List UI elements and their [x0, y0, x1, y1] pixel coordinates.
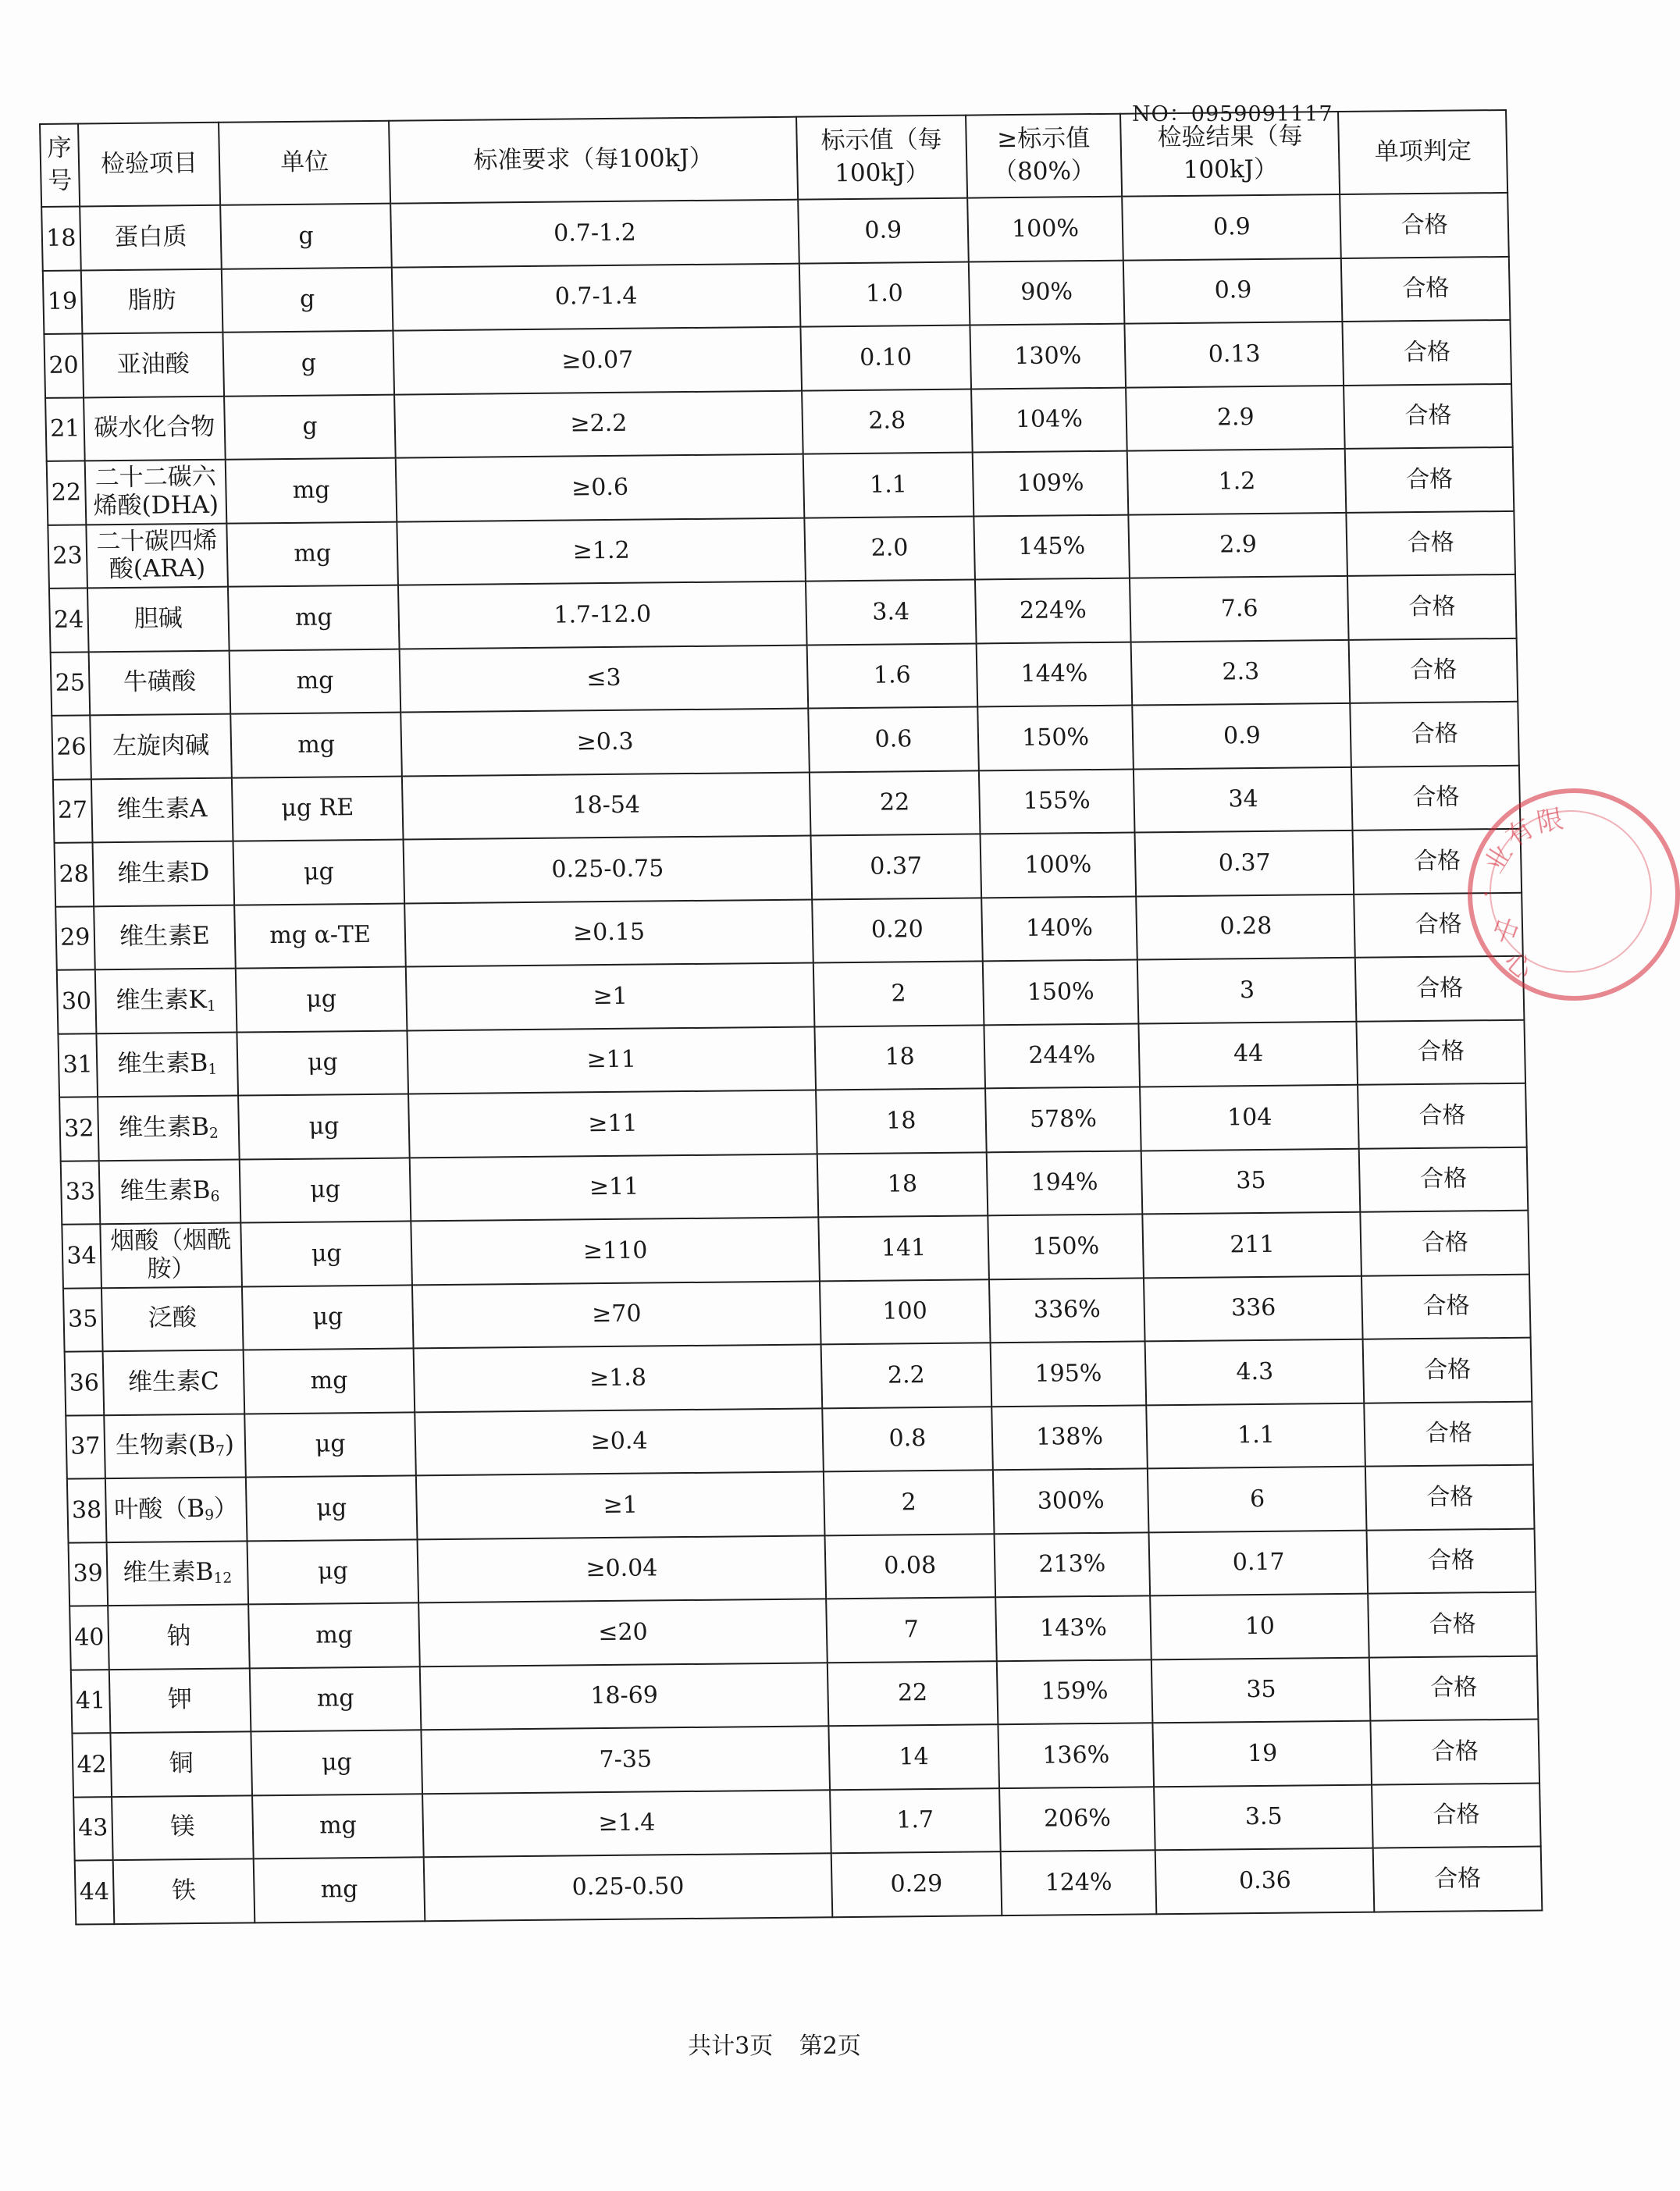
- row-number: 44: [75, 1860, 114, 1924]
- row-number: 25: [51, 652, 90, 716]
- header-no: 序号: [40, 124, 80, 207]
- row-unit: μg: [251, 1730, 422, 1795]
- row-item: 维生素C: [102, 1350, 244, 1414]
- row-standard: ≥1: [406, 962, 815, 1030]
- row-label-pct: 213%: [994, 1532, 1150, 1597]
- row-number: 31: [58, 1033, 97, 1097]
- table-row: [75, 1847, 1543, 1925]
- row-verdict: 合格: [1361, 1211, 1529, 1276]
- row-number: 27: [53, 779, 92, 843]
- row-number: 33: [61, 1161, 100, 1225]
- row-verdict: 合格: [1345, 447, 1514, 513]
- inspection-table-container: [39, 109, 1543, 1925]
- row-item: 铜: [110, 1731, 252, 1796]
- row-label-value: 0.29: [831, 1851, 1002, 1917]
- row-result: 4.3: [1145, 1339, 1365, 1405]
- current-page: 第2页: [799, 2033, 861, 2060]
- row-result: 3.5: [1154, 1784, 1373, 1850]
- row-label-value: 0.8: [822, 1407, 992, 1472]
- row-result: 35: [1151, 1657, 1371, 1723]
- row-number: 42: [72, 1733, 111, 1797]
- row-result: 34: [1134, 766, 1353, 832]
- row-label-value: 1.7: [830, 1788, 1000, 1854]
- row-label-value: 22: [828, 1661, 998, 1727]
- row-number: 36: [65, 1351, 104, 1415]
- row-label-pct: 144%: [976, 642, 1132, 706]
- row-result: 1.2: [1127, 449, 1347, 514]
- row-standard: 0.25-0.50: [424, 1853, 833, 1920]
- row-result: 0.36: [1155, 1848, 1375, 1914]
- row-number: 32: [59, 1097, 98, 1161]
- row-verdict: 合格: [1361, 1274, 1530, 1339]
- row-unit: mg α-TE: [234, 903, 405, 969]
- row-label-value: 18: [816, 1088, 986, 1154]
- row-unit: μg: [246, 1475, 417, 1541]
- row-verdict: 合格: [1365, 1465, 1534, 1531]
- row-verdict: 合格: [1351, 765, 1520, 831]
- row-label-pct: 159%: [997, 1659, 1153, 1724]
- row-unit: mg: [244, 1348, 415, 1414]
- row-unit: mg: [230, 713, 401, 778]
- row-label-value: 7: [826, 1597, 996, 1663]
- row-item: 维生素$B_2$: [98, 1096, 240, 1161]
- page-footer: [0, 2026, 1549, 2061]
- row-unit: mg: [228, 585, 399, 651]
- row-verdict: 合格: [1363, 1338, 1532, 1403]
- row-number: 21: [45, 397, 84, 461]
- row-number: 18: [41, 207, 80, 271]
- row-unit: g: [223, 331, 394, 397]
- row-result: 44: [1139, 1021, 1358, 1087]
- header-standard: 标准要求（每100kJ）: [389, 117, 798, 204]
- row-unit: g: [222, 267, 393, 333]
- row-label-pct: 194%: [986, 1151, 1142, 1215]
- header-verdict: 单项判定: [1339, 110, 1508, 194]
- row-item: 生物素$(B_7)$: [104, 1414, 246, 1478]
- header-label-value: 标示值（每100kJ）: [796, 116, 967, 200]
- row-item: 铁: [112, 1858, 254, 1923]
- row-item: 钾: [109, 1668, 251, 1733]
- row-unit: mg: [248, 1602, 419, 1668]
- row-result: 0.13: [1125, 322, 1344, 387]
- row-item: 蛋白质: [80, 205, 222, 270]
- row-label-pct: 150%: [988, 1214, 1144, 1279]
- row-item: 亚油酸: [82, 333, 224, 397]
- row-label-value: 2: [824, 1470, 994, 1535]
- row-label-pct: 155%: [979, 769, 1135, 834]
- row-number: 34: [62, 1224, 101, 1288]
- row-standard: ≤20: [418, 1599, 828, 1666]
- row-standard: 1.7-12.0: [398, 582, 807, 649]
- row-unit: μg: [233, 840, 404, 905]
- row-verdict: 合格: [1355, 956, 1524, 1022]
- row-item: 碳水化合物: [84, 396, 226, 461]
- row-verdict: 合格: [1353, 829, 1522, 895]
- row-standard: ≥1: [416, 1471, 825, 1538]
- row-result: 336: [1144, 1275, 1363, 1341]
- row-standard: ≥0.04: [418, 1535, 827, 1602]
- row-label-value: 3.4: [806, 579, 976, 645]
- row-unit: mg: [252, 1794, 423, 1859]
- row-item: 维生素A: [91, 777, 233, 842]
- row-label-value: 0.37: [811, 834, 981, 899]
- row-label-pct: 244%: [984, 1023, 1140, 1088]
- row-verdict: 合格: [1351, 702, 1519, 767]
- row-number: 19: [43, 270, 82, 334]
- row-label-value: 0.9: [798, 198, 968, 264]
- row-result: 0.37: [1135, 831, 1354, 896]
- row-standard: ≥11: [407, 1026, 816, 1094]
- row-standard: 7-35: [421, 1726, 830, 1793]
- row-standard: ≥0.6: [396, 454, 805, 521]
- row-result: 10: [1150, 1594, 1369, 1659]
- row-result: 2.9: [1126, 385, 1345, 450]
- row-standard: ≥2.2: [394, 390, 803, 457]
- row-label-pct: 104%: [971, 387, 1127, 452]
- row-standard: ≥0.15: [404, 899, 813, 966]
- row-verdict: 合格: [1365, 1401, 1533, 1467]
- row-unit: μg: [238, 1094, 409, 1159]
- row-label-pct: 150%: [983, 959, 1139, 1024]
- row-verdict: 合格: [1372, 1783, 1541, 1848]
- row-unit: mg: [250, 1666, 421, 1732]
- row-verdict: 合格: [1369, 1656, 1538, 1721]
- row-number: 22: [47, 461, 86, 525]
- row-unit: g: [220, 204, 391, 269]
- row-verdict: 合格: [1343, 320, 1511, 386]
- row-label-value: 1.0: [799, 261, 970, 327]
- row-label-pct: 124%: [1000, 1850, 1156, 1915]
- row-result: 104: [1140, 1085, 1359, 1151]
- row-label-pct: 150%: [977, 706, 1134, 770]
- row-number: 43: [73, 1797, 112, 1861]
- row-label-value: 22: [810, 770, 980, 836]
- row-label-pct: 138%: [991, 1405, 1148, 1470]
- row-verdict: 合格: [1358, 1083, 1527, 1149]
- row-label-value: 0.6: [808, 706, 978, 772]
- row-label-pct: 224%: [975, 578, 1131, 643]
- table-header-row: [40, 110, 1507, 207]
- row-number: 30: [57, 969, 96, 1033]
- row-unit: g: [224, 394, 395, 460]
- row-number: 24: [49, 588, 88, 652]
- row-label-pct: 300%: [993, 1468, 1149, 1533]
- row-number: 28: [55, 842, 94, 906]
- row-result: 0.9: [1123, 258, 1343, 323]
- row-verdict: 合格: [1349, 638, 1518, 703]
- row-standard: ≥110: [411, 1217, 820, 1284]
- row-verdict: 合格: [1373, 1847, 1542, 1912]
- row-item: 维生素$B_1$: [96, 1032, 238, 1097]
- row-label-value: 18: [814, 1025, 984, 1090]
- row-label-pct: 130%: [970, 324, 1126, 389]
- row-verdict: 合格: [1357, 1019, 1525, 1085]
- row-unit: mg: [254, 1857, 425, 1922]
- row-label-pct: 90%: [969, 260, 1125, 325]
- row-label-value: 141: [818, 1215, 988, 1281]
- row-unit: mg: [230, 649, 400, 714]
- row-result: 6: [1148, 1467, 1367, 1532]
- row-unit: μg: [241, 1221, 412, 1286]
- row-label-pct: 206%: [999, 1787, 1155, 1851]
- row-item: 左旋肉碱: [90, 714, 232, 779]
- row-result: 0.9: [1122, 194, 1341, 260]
- row-label-pct: 140%: [981, 896, 1137, 961]
- row-result: 0.28: [1136, 894, 1355, 959]
- row-item: 维生素D: [92, 841, 234, 906]
- table-body: [41, 193, 1542, 1924]
- row-label-pct: 336%: [989, 1278, 1145, 1343]
- row-standard: 0.7-1.2: [390, 200, 799, 267]
- row-number: 23: [48, 525, 87, 589]
- row-label-pct: 145%: [973, 514, 1130, 579]
- row-number: 26: [52, 715, 91, 779]
- row-label-value: 2: [813, 961, 984, 1026]
- row-label-pct: 100%: [980, 833, 1136, 898]
- row-standard: 18-54: [402, 772, 811, 839]
- row-label-value: 2.8: [802, 389, 972, 454]
- row-unit: μg: [242, 1285, 413, 1350]
- row-standard: 0.7-1.4: [392, 263, 801, 330]
- row-verdict: 合格: [1347, 574, 1516, 640]
- header-unit: 单位: [219, 121, 390, 205]
- row-standard: ≥1.2: [397, 518, 806, 585]
- row-unit: μg RE: [232, 776, 403, 841]
- inspection-table: [39, 109, 1543, 1925]
- row-number: 38: [67, 1478, 106, 1542]
- row-item: 二十碳四烯酸(ARA): [86, 523, 228, 588]
- row-label-value: 2.0: [804, 516, 974, 582]
- row-standard: ≥1.4: [422, 1790, 831, 1857]
- row-standard: ≥70: [412, 1281, 821, 1348]
- row-result: 0.9: [1133, 703, 1352, 769]
- row-label-value: 100: [820, 1279, 990, 1345]
- row-verdict: 合格: [1354, 892, 1523, 958]
- row-item: 胆碱: [87, 587, 230, 652]
- row-label-pct: 143%: [995, 1595, 1151, 1660]
- row-standard: ≥0.07: [393, 327, 802, 394]
- header-item: 检验项目: [78, 123, 221, 207]
- row-item: 泛酸: [101, 1286, 244, 1351]
- row-verdict: 合格: [1369, 1592, 1537, 1658]
- row-unit: μg: [240, 1158, 411, 1223]
- row-result: 1.1: [1147, 1403, 1366, 1468]
- row-label-value: 1.6: [807, 643, 977, 709]
- row-standard: ≥1.8: [414, 1344, 823, 1411]
- row-standard: ≥11: [410, 1154, 819, 1221]
- row-number: 39: [69, 1542, 108, 1606]
- row-item: 维生素$B_{12}$: [106, 1541, 248, 1606]
- row-standard: ≥11: [408, 1090, 817, 1157]
- row-item: 叶酸$(B_9)$: [105, 1477, 247, 1542]
- row-label-value: 2.2: [821, 1343, 991, 1408]
- total-pages: 共计3页: [688, 2033, 774, 2060]
- row-standard: ≥0.4: [415, 1408, 824, 1475]
- row-result: 211: [1143, 1212, 1362, 1278]
- row-label-pct: 578%: [985, 1087, 1141, 1151]
- row-item: 镁: [112, 1795, 254, 1860]
- row-item: 牛磺酸: [88, 650, 230, 715]
- row-result: 0.17: [1149, 1530, 1369, 1595]
- row-result: 35: [1141, 1148, 1361, 1214]
- row-unit: μg: [247, 1539, 418, 1605]
- row-item: 钠: [108, 1604, 250, 1669]
- row-number: 29: [55, 906, 94, 970]
- row-item: 烟酸（烟酰胺）: [100, 1223, 242, 1288]
- row-verdict: 合格: [1371, 1720, 1539, 1785]
- row-item: 脂肪: [81, 269, 223, 333]
- row-label-pct: 136%: [998, 1723, 1154, 1787]
- row-result: 2.9: [1129, 512, 1348, 578]
- company-seal: 业 有 限 中 · 心: [1468, 788, 1680, 1001]
- row-verdict: 合格: [1344, 383, 1513, 449]
- row-result: 19: [1153, 1721, 1372, 1787]
- row-label-pct: 109%: [972, 451, 1128, 516]
- row-verdict: 合格: [1347, 510, 1515, 576]
- row-label-pct: 100%: [967, 197, 1123, 261]
- row-result: 3: [1137, 958, 1357, 1023]
- row-standard: 0.25-0.75: [404, 836, 813, 903]
- row-item: 维生素$K_1$: [95, 969, 237, 1033]
- row-verdict: 合格: [1359, 1147, 1528, 1212]
- row-item: 维生素$B_6$: [98, 1159, 240, 1224]
- row-standard: ≤3: [400, 645, 809, 712]
- row-label-value: 14: [828, 1724, 998, 1790]
- row-number: 40: [69, 1606, 109, 1670]
- header-label-pct: ≥标示值（80%）: [966, 114, 1123, 198]
- row-unit: mg: [226, 458, 397, 524]
- row-label-value: 1.1: [803, 453, 973, 518]
- row-label-value: 0.08: [825, 1534, 995, 1599]
- row-number: 20: [44, 333, 83, 397]
- row-label-pct: 195%: [990, 1341, 1146, 1406]
- row-verdict: 合格: [1341, 256, 1510, 322]
- row-label-value: 0.20: [812, 898, 982, 963]
- row-standard: 18-69: [420, 1663, 829, 1730]
- report-number: NO：0959091117: [1132, 102, 1333, 126]
- row-verdict: 合格: [1340, 193, 1509, 258]
- row-unit: μg: [244, 1412, 415, 1478]
- row-unit: μg: [236, 966, 407, 1032]
- row-number: 35: [63, 1288, 102, 1352]
- row-unit: μg: [237, 1030, 408, 1096]
- row-item: 二十二碳六烯酸(DHA): [84, 460, 226, 525]
- row-result: 7.6: [1130, 576, 1349, 642]
- row-unit: mg: [227, 521, 398, 587]
- row-label-value: 0.10: [800, 325, 970, 391]
- row-standard: ≥0.3: [400, 709, 810, 776]
- row-verdict: 合格: [1367, 1528, 1536, 1594]
- row-item: 维生素E: [94, 905, 236, 969]
- row-label-value: 18: [817, 1152, 988, 1218]
- row-number: 41: [71, 1670, 110, 1734]
- header-result: 检验结果（每100kJ）: [1120, 112, 1340, 197]
- row-result: 2.3: [1131, 639, 1351, 705]
- row-number: 37: [66, 1415, 105, 1479]
